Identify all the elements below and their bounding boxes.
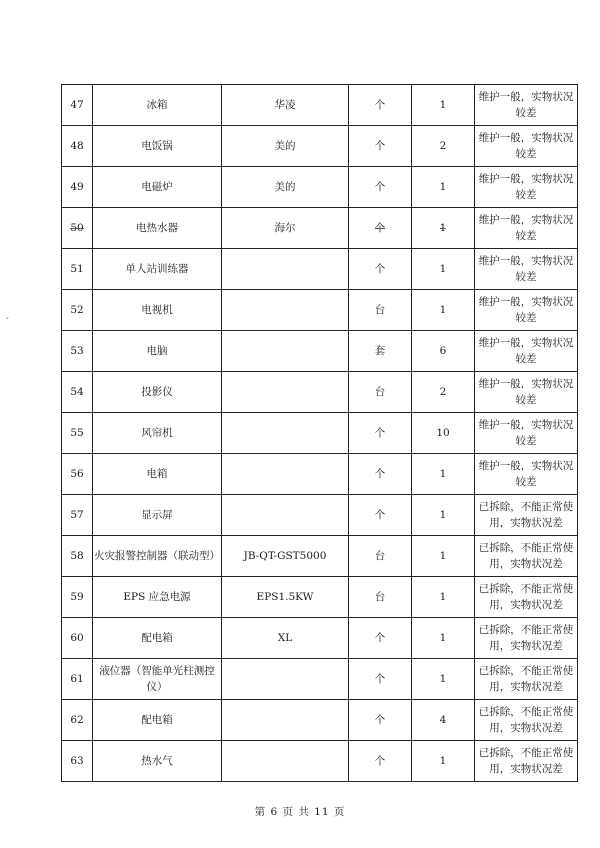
cell-remark-text: 已拆除，不能正常使用，实物状况差 bbox=[478, 706, 574, 734]
cell-qty bbox=[412, 454, 475, 495]
cell-unit bbox=[349, 700, 412, 741]
cell-no bbox=[62, 741, 93, 782]
cell-name-text: 电磁炉 bbox=[141, 181, 173, 193]
cell-name-text: 配电箱 bbox=[141, 632, 173, 644]
cell-name bbox=[93, 85, 222, 126]
strike-line bbox=[440, 228, 447, 229]
cell-no-text: 57 bbox=[70, 509, 84, 521]
cell-no-text: 48 bbox=[70, 140, 84, 152]
table-row bbox=[62, 454, 578, 495]
cell-model-text: EPS1.5KW bbox=[256, 591, 314, 603]
cell-no-text: 50 bbox=[70, 222, 84, 234]
cell-qty-text: 1 bbox=[439, 509, 447, 521]
cell-unit bbox=[349, 85, 412, 126]
cell-no-text: 63 bbox=[70, 755, 84, 767]
cell-unit bbox=[349, 372, 412, 413]
cell-no bbox=[62, 290, 93, 331]
cell-qty-text: 1 bbox=[439, 550, 447, 562]
cell-remark-text: 维护一般，实物状况较差 bbox=[478, 173, 574, 201]
cell-no-text: 51 bbox=[70, 263, 84, 275]
cell-unit bbox=[349, 208, 412, 249]
cell-remark bbox=[475, 577, 578, 618]
cell-remark bbox=[475, 659, 578, 700]
cell-qty-text: 1 bbox=[439, 304, 447, 316]
cell-unit-text: 个 bbox=[374, 140, 386, 152]
cell-name-text: 电热水器 bbox=[136, 222, 178, 234]
cell-name-text: 配电箱 bbox=[141, 714, 173, 726]
cell-unit-text: 个 bbox=[374, 673, 386, 685]
cell-remark-text: 维护一般，实物状况较差 bbox=[478, 337, 574, 365]
table-row bbox=[62, 700, 578, 741]
cell-unit bbox=[349, 290, 412, 331]
cell-model bbox=[222, 741, 349, 782]
cell-unit-text: 个 bbox=[374, 714, 386, 726]
cell-qty-text: 4 bbox=[439, 714, 447, 726]
cell-name bbox=[93, 536, 222, 577]
cell-remark-text: 已拆除，不能正常使用，实物状况差 bbox=[478, 747, 574, 775]
cell-no-text: 59 bbox=[70, 591, 84, 603]
table-row bbox=[62, 413, 578, 454]
cell-name-text: 冰箱 bbox=[146, 99, 168, 111]
cell-unit-text: 个 bbox=[374, 632, 386, 644]
cell-qty bbox=[412, 577, 475, 618]
strike-line bbox=[375, 228, 386, 229]
table-row bbox=[62, 741, 578, 782]
cell-qty bbox=[412, 331, 475, 372]
cell-unit bbox=[349, 126, 412, 167]
cell-unit-text: 个 bbox=[374, 755, 386, 767]
cell-model bbox=[222, 577, 349, 618]
cell-remark bbox=[475, 413, 578, 454]
cell-remark-text: 维护一般，实物状况较差 bbox=[478, 255, 574, 283]
cell-no-text: 60 bbox=[70, 632, 84, 644]
cell-name-text: 电饭锅 bbox=[141, 140, 173, 152]
table-row bbox=[62, 618, 578, 659]
table-row bbox=[62, 85, 578, 126]
cell-remark bbox=[475, 126, 578, 167]
cell-name bbox=[93, 372, 222, 413]
cell-unit bbox=[349, 577, 412, 618]
cell-unit-text: 个 bbox=[374, 99, 386, 111]
cell-unit bbox=[349, 741, 412, 782]
cell-name bbox=[93, 618, 222, 659]
cell-remark bbox=[475, 331, 578, 372]
table-row bbox=[62, 577, 578, 618]
cell-remark bbox=[475, 741, 578, 782]
cell-qty bbox=[412, 249, 475, 290]
cell-qty-text: 1 bbox=[439, 99, 447, 111]
cell-unit-text: 台 bbox=[374, 550, 386, 562]
cell-name-text: 风帘机 bbox=[141, 427, 173, 439]
cell-name-text: EPS 应急电源 bbox=[123, 591, 191, 603]
cell-qty bbox=[412, 741, 475, 782]
cell-qty-text: 1 bbox=[439, 673, 447, 685]
cell-no-text: 52 bbox=[70, 304, 84, 316]
cell-model bbox=[222, 454, 349, 495]
cell-unit bbox=[349, 413, 412, 454]
cell-model-text: JB-QT-GST5000 bbox=[243, 550, 327, 562]
cell-name bbox=[93, 208, 222, 249]
cell-no bbox=[62, 413, 93, 454]
cell-model bbox=[222, 659, 349, 700]
cell-remark bbox=[475, 536, 578, 577]
cell-model bbox=[222, 495, 349, 536]
page-footer: 第 6 页 共 11 页 bbox=[254, 806, 346, 818]
cell-no-text: 53 bbox=[70, 345, 84, 357]
cell-unit-text: 个 bbox=[374, 427, 386, 439]
cell-remark bbox=[475, 249, 578, 290]
cell-model-text: 美的 bbox=[274, 140, 296, 152]
cell-qty bbox=[412, 167, 475, 208]
cell-model bbox=[222, 249, 349, 290]
cell-qty-text: 1 bbox=[439, 591, 447, 603]
cell-unit bbox=[349, 454, 412, 495]
cell-model-text: 华凌 bbox=[274, 99, 296, 111]
cell-unit bbox=[349, 618, 412, 659]
cell-name-text: 热水气 bbox=[141, 755, 173, 767]
table-row bbox=[62, 331, 578, 372]
cell-no-text: 58 bbox=[70, 550, 84, 562]
cell-name bbox=[93, 126, 222, 167]
cell-model bbox=[222, 208, 349, 249]
cell-remark-text: 维护一般，实物状况较差 bbox=[478, 460, 574, 488]
cell-qty bbox=[412, 290, 475, 331]
cell-model bbox=[222, 331, 349, 372]
cell-name-text: 单人站训练器 bbox=[125, 263, 189, 275]
table-row bbox=[62, 659, 578, 700]
cell-no-text: 61 bbox=[70, 673, 84, 685]
cell-no bbox=[62, 536, 93, 577]
cell-model bbox=[222, 700, 349, 741]
cell-qty bbox=[412, 700, 475, 741]
cell-model bbox=[222, 536, 349, 577]
inventory-table bbox=[61, 84, 578, 782]
cell-model bbox=[222, 413, 349, 454]
table-row bbox=[62, 290, 578, 331]
cell-model bbox=[222, 126, 349, 167]
cell-unit-text: 个 bbox=[374, 181, 386, 193]
cell-name bbox=[93, 413, 222, 454]
cell-name-text: 火灾报警控制器（联动型） bbox=[94, 550, 220, 562]
cell-qty-text: 1 bbox=[439, 263, 447, 275]
cell-remark-text: 已拆除，不能正常使用，实物状况差 bbox=[478, 501, 574, 529]
cell-name bbox=[93, 167, 222, 208]
cell-name-text: 投影仪 bbox=[141, 386, 173, 398]
cell-remark bbox=[475, 372, 578, 413]
cell-unit-text: 个 bbox=[374, 509, 386, 521]
cell-name bbox=[93, 659, 222, 700]
cell-qty-text: 1 bbox=[439, 222, 447, 234]
cell-unit-text: 个 bbox=[374, 263, 386, 275]
cell-unit-text: 台 bbox=[374, 304, 386, 316]
cell-name bbox=[93, 249, 222, 290]
table-row bbox=[62, 495, 578, 536]
cell-no bbox=[62, 126, 93, 167]
cell-no-text: 47 bbox=[70, 99, 84, 111]
cell-remark bbox=[475, 618, 578, 659]
cell-qty bbox=[412, 85, 475, 126]
cell-unit-text: 个 bbox=[374, 468, 386, 480]
cell-unit bbox=[349, 495, 412, 536]
cell-no bbox=[62, 331, 93, 372]
cell-unit-text: 台 bbox=[374, 386, 386, 398]
cell-unit-text: 套 bbox=[374, 345, 386, 357]
cell-remark-text: 已拆除，不能正常使用，实物状况差 bbox=[478, 624, 574, 652]
cell-name-text: 电脑 bbox=[146, 345, 168, 357]
cell-name bbox=[93, 495, 222, 536]
table-row bbox=[62, 126, 578, 167]
cell-name bbox=[93, 331, 222, 372]
cell-name-text: 电箱 bbox=[146, 468, 168, 480]
cell-remark-text: 维护一般，实物状况较差 bbox=[478, 91, 574, 119]
cell-remark-text: 已拆除，不能正常使用，实物状况差 bbox=[478, 542, 574, 570]
cell-remark bbox=[475, 454, 578, 495]
cell-name bbox=[93, 454, 222, 495]
table-row bbox=[62, 208, 578, 249]
cell-no bbox=[62, 372, 93, 413]
cell-no-text: 56 bbox=[70, 468, 84, 480]
cell-name-text: 液位器（智能单光柱测控仪） bbox=[99, 665, 215, 693]
cell-model-text: 海尔 bbox=[274, 222, 296, 234]
cell-unit-text: 台 bbox=[374, 591, 386, 603]
strike-line bbox=[70, 228, 83, 229]
cell-model bbox=[222, 290, 349, 331]
cell-unit-text: 个 bbox=[374, 222, 386, 234]
cell-no bbox=[62, 208, 93, 249]
cell-no bbox=[62, 249, 93, 290]
cell-unit bbox=[349, 331, 412, 372]
cell-no bbox=[62, 618, 93, 659]
cell-name bbox=[93, 577, 222, 618]
cell-model bbox=[222, 618, 349, 659]
cell-name bbox=[93, 700, 222, 741]
table-row bbox=[62, 249, 578, 290]
cell-remark-text: 维护一般，实物状况较差 bbox=[478, 132, 574, 160]
cell-qty-text: 6 bbox=[439, 345, 447, 357]
cell-qty bbox=[412, 372, 475, 413]
cell-no-text: 55 bbox=[70, 427, 84, 439]
cell-name-text: 电视机 bbox=[141, 304, 173, 316]
table-row bbox=[62, 372, 578, 413]
cell-unit bbox=[349, 536, 412, 577]
cell-unit bbox=[349, 249, 412, 290]
cell-unit bbox=[349, 659, 412, 700]
cell-qty bbox=[412, 413, 475, 454]
cell-model-text: 美的 bbox=[274, 181, 296, 193]
cell-no bbox=[62, 85, 93, 126]
cell-qty bbox=[412, 618, 475, 659]
cell-remark bbox=[475, 208, 578, 249]
cell-remark bbox=[475, 700, 578, 741]
cell-model bbox=[222, 167, 349, 208]
cell-no bbox=[62, 454, 93, 495]
table-row bbox=[62, 536, 578, 577]
cell-qty bbox=[412, 536, 475, 577]
cell-qty bbox=[412, 495, 475, 536]
cell-remark bbox=[475, 167, 578, 208]
cell-model-text: XL bbox=[277, 632, 293, 644]
cell-no-text: 62 bbox=[70, 714, 84, 726]
cell-no bbox=[62, 700, 93, 741]
margin-mark: ˇ bbox=[5, 318, 10, 328]
cell-qty bbox=[412, 126, 475, 167]
cell-remark-text: 已拆除，不能正常使用，实物状况差 bbox=[478, 665, 574, 693]
cell-qty-text: 1 bbox=[439, 468, 447, 480]
cell-remark-text: 维护一般，实物状况较差 bbox=[478, 214, 574, 242]
cell-unit bbox=[349, 167, 412, 208]
cell-remark-text: 维护一般，实物状况较差 bbox=[478, 296, 574, 324]
cell-no bbox=[62, 659, 93, 700]
cell-qty bbox=[412, 659, 475, 700]
cell-no bbox=[62, 577, 93, 618]
cell-qty bbox=[412, 208, 475, 249]
cell-qty-text: 1 bbox=[439, 181, 447, 193]
cell-name-text: 显示屏 bbox=[141, 509, 173, 521]
cell-no-text: 54 bbox=[70, 386, 84, 398]
cell-no-text: 49 bbox=[70, 181, 84, 193]
cell-qty-text: 2 bbox=[439, 386, 447, 398]
cell-qty-text: 1 bbox=[439, 632, 447, 644]
cell-remark-text: 维护一般，实物状况较差 bbox=[478, 419, 574, 447]
cell-qty-text: 10 bbox=[436, 427, 450, 439]
cell-qty-text: 1 bbox=[439, 755, 447, 767]
cell-remark bbox=[475, 290, 578, 331]
cell-model bbox=[222, 85, 349, 126]
cell-no bbox=[62, 495, 93, 536]
cell-name bbox=[93, 741, 222, 782]
cell-remark bbox=[475, 495, 578, 536]
inventory-table-body bbox=[62, 85, 578, 782]
cell-remark-text: 已拆除，不能正常使用，实物状况差 bbox=[478, 583, 574, 611]
cell-no bbox=[62, 167, 93, 208]
cell-qty-text: 2 bbox=[439, 140, 447, 152]
cell-remark bbox=[475, 85, 578, 126]
cell-model bbox=[222, 372, 349, 413]
cell-name bbox=[93, 290, 222, 331]
cell-remark-text: 维护一般，实物状况较差 bbox=[478, 378, 574, 406]
table-row bbox=[62, 167, 578, 208]
